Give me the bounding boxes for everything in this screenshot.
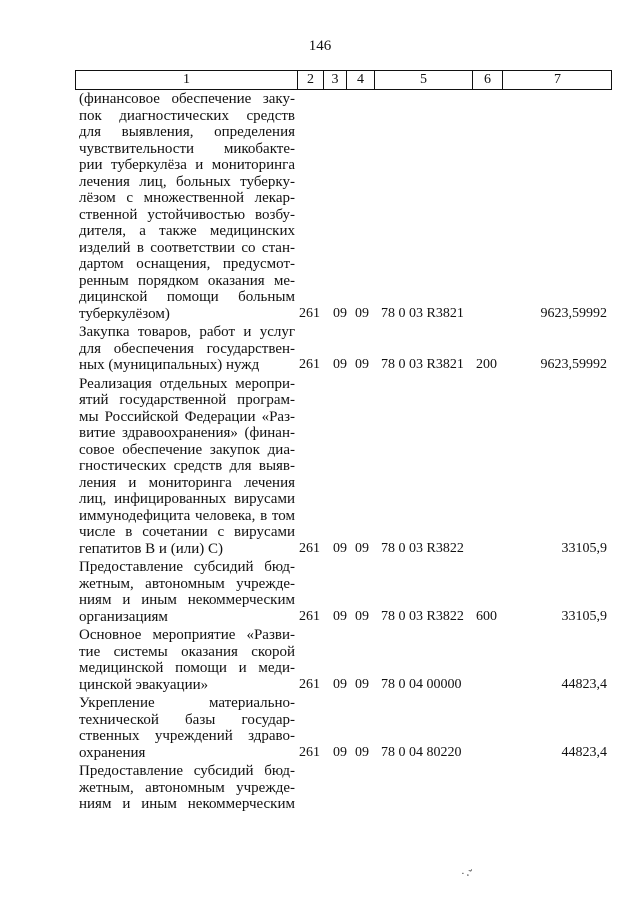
description-line: для выявления, определения	[79, 124, 295, 140]
description-line: мы Российской Федерации «Раз-	[79, 408, 295, 425]
description-line: дицинской помощи больным	[79, 289, 295, 305]
description-line: витие здравоохранения» (финан-	[79, 425, 295, 441]
description-line: организациям	[79, 608, 168, 625]
table-row	[0, 376, 640, 558]
cell-c4: 09	[355, 540, 369, 556]
table-row	[0, 324, 640, 374]
cell-c7: 44823,4	[561, 676, 607, 692]
description-line: гностических средств для выяв-	[79, 458, 295, 474]
header-col-5: 5	[374, 71, 472, 89]
description-line: Закупка товаров, работ и услуг	[79, 324, 295, 340]
header-col-2: 2	[297, 71, 323, 89]
description-line: ренным порядком оказания ме-	[79, 272, 295, 289]
description-line: Предоставление субсидий бюд-	[79, 559, 295, 575]
description-line: Основное мероприятие «Разви-	[79, 627, 295, 643]
description-line: ятий государственной програм-	[79, 392, 295, 408]
description-line: числе в сочетании с вирусами	[79, 524, 295, 540]
cell-c5: 78 0 04 00000	[381, 676, 462, 692]
cell-c4: 09	[355, 744, 369, 760]
description-line: пок диагностических средств	[79, 107, 295, 124]
header-col-1: 1	[183, 72, 190, 87]
description-line: дартом оснащения, предусмот-	[79, 256, 295, 272]
row-description	[79, 91, 295, 322]
header-col-6: 6	[472, 71, 502, 89]
cell-c4: 09	[355, 357, 369, 372]
description-line: жетным, автономным учрежде-	[79, 779, 295, 796]
cell-c6: 200	[476, 357, 497, 372]
cell-c5: 78 0 03 R3821	[381, 357, 464, 372]
description-line: ниям и иным некоммерческим	[79, 592, 295, 608]
header-col-3: 3	[323, 71, 346, 89]
description-line: для обеспечения государствен-	[79, 340, 295, 357]
description-line: жетным, автономным учрежде-	[79, 575, 295, 592]
description-line: Предоставление субсидий бюд-	[79, 763, 295, 779]
description-line: тие системы оказания скорой	[79, 643, 295, 660]
description-line: Укрепление материально-	[79, 695, 295, 711]
description-line: охранения	[79, 744, 146, 761]
table-row	[0, 763, 640, 813]
description-line: Реализация отдельных меропри-	[79, 375, 295, 392]
description-line: совое обеспечение закупок диа-	[79, 441, 295, 458]
page-number: 146	[308, 38, 332, 54]
description-line: цинской эвакуации»	[79, 676, 209, 693]
cell-c7: 33105,9	[561, 608, 607, 624]
description-line: лечения лиц, больных туберку-	[79, 173, 295, 190]
row-description	[79, 763, 295, 813]
cell-c4: 09	[355, 676, 369, 692]
description-line: ления и мониторинга лечения	[79, 474, 295, 491]
header-col-4: 4	[346, 71, 374, 89]
header-col-7: 7	[502, 71, 612, 89]
description-line: (финансовое обеспечение заку-	[79, 91, 295, 107]
cell-c3: 09	[333, 305, 347, 321]
cell-c2: 261	[299, 305, 320, 321]
cell-c3: 09	[333, 676, 347, 692]
description-line: технической базы государ-	[79, 711, 295, 728]
description-line: гепатитов В и (или) С)	[79, 540, 223, 557]
table-header-row	[75, 70, 612, 90]
cell-c4: 09	[355, 608, 369, 624]
cell-c4: 09	[355, 305, 369, 321]
cell-c7: 9623,59992	[540, 357, 607, 372]
description-line: дителя, а также медицинских	[79, 223, 295, 239]
cell-c3: 09	[333, 744, 347, 760]
row-description	[79, 695, 295, 761]
cell-c7: 33105,9	[561, 540, 607, 556]
description-line: ственной устойчивостью возбу-	[79, 206, 295, 223]
description-line: лиц, инфицированных вирусами	[79, 491, 295, 507]
cell-c2: 261	[299, 744, 320, 760]
cell-c5: 78 0 03 R3822	[381, 540, 464, 556]
cell-c6: 600	[476, 608, 497, 624]
cell-c2: 261	[299, 540, 320, 556]
table-row	[0, 695, 640, 761]
table-row	[0, 559, 640, 625]
cell-c7: 44823,4	[561, 744, 607, 760]
cell-c3: 09	[333, 608, 347, 624]
description-line: ных (муниципальных) нужд	[79, 357, 260, 373]
cell-c7: 9623,59992	[540, 305, 607, 321]
scribble-mark: ˙·ˇ	[459, 866, 476, 884]
description-line: медицинской помощи и меди-	[79, 660, 295, 676]
description-line: лёзом с множественной лекар-	[79, 190, 295, 206]
description-line: ственных учреждений здраво-	[79, 728, 295, 744]
table-row	[0, 627, 640, 693]
description-line: изделий в соответствии со стан-	[79, 239, 295, 256]
description-line: рии туберкулёза и мониторинга	[79, 157, 295, 173]
description-line: ниям и иным некоммерческим	[79, 796, 295, 812]
description-line: иммунодефицита человека, в том	[79, 507, 295, 524]
description-line: чувствительности микобакте-	[79, 140, 295, 157]
row-description	[79, 376, 295, 558]
cell-c3: 09	[333, 540, 347, 556]
cell-c5: 78 0 03 R3822	[381, 608, 464, 624]
cell-c2: 261	[299, 608, 320, 624]
cell-c5: 78 0 03 R3821	[381, 305, 464, 321]
row-description	[79, 627, 295, 693]
cell-c3: 09	[333, 357, 347, 372]
row-description	[79, 324, 295, 374]
cell-c2: 261	[299, 676, 320, 692]
table-row	[0, 91, 640, 322]
cell-c2: 261	[299, 357, 320, 372]
row-description	[79, 559, 295, 625]
description-line: туберкулёзом)	[79, 305, 170, 322]
cell-c5: 78 0 04 80220	[381, 744, 462, 760]
